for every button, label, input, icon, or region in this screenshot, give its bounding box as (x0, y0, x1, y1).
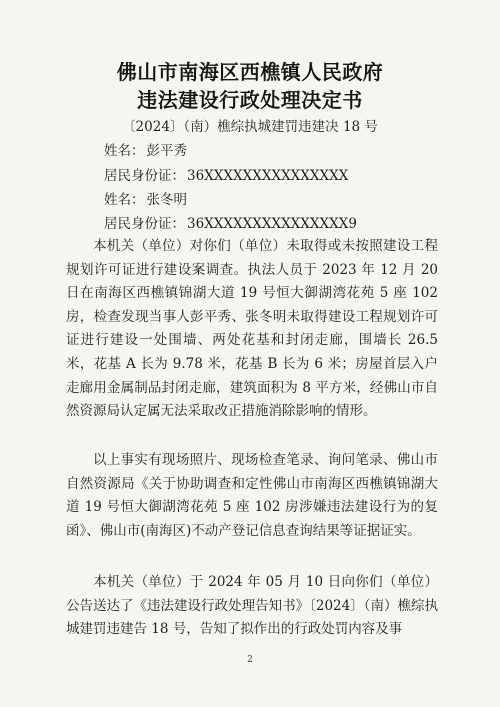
page-number: 2 (247, 655, 253, 665)
document-title (0, 58, 500, 114)
party-id-row (104, 215, 357, 233)
body-paragraph-evidence (66, 449, 438, 543)
paragraph-text: 以上事实有现场照片、现场检查笔录、询问笔录、佛山市自然资源局《关于协助调查和定性佛山市南海区西樵镇锦湖大道 19 号恒大御湖湾花苑 5 座 102 房涉嫌违法建设行为的复函》、佛山市(南海区)不动产登记信息查询结果等证据证实。 (66, 452, 438, 539)
party-name-row (104, 191, 187, 209)
title-line-1: 佛山市南海区西樵镇人民政府 (116, 60, 384, 84)
field-label: 姓名： (104, 143, 145, 159)
field-value: 36XXXXXXXXXXXXXXX9 (187, 216, 357, 232)
field-label: 居民身份证： (104, 168, 185, 184)
title-line-2: 违法建设行政处理决定书 (137, 88, 363, 112)
paragraph-text: 本机关（单位）于 2024 年 05 月 10 日向你们（单位）公告送达了《违法建设行政处理告知书》〔2024〕（南）樵综执城建罚违建告 18 号，告知了拟作出的行政处罚内容及事 (66, 574, 438, 638)
field-label: 居民身份证： (104, 216, 185, 232)
field-label: 姓名： (104, 192, 145, 208)
body-paragraph-investigation (66, 235, 438, 424)
field-value: 张冬明 (146, 192, 187, 208)
body-paragraph-notice (66, 571, 438, 642)
paragraph-text: 本机关（单位）对你们（单位）未取得或未按照建设工程规划许可证进行建设案调查。执法人员于 2023 年 12 月 20 日在南海区西樵镇锦湖大道 19 号恒大御湖湾花苑 5 座 102 房，检查发现当事人彭平秀、张冬明未取得建设工程规划许可证进行建设一处围墙、两处花基和封闭走廊，围墙长 26.5 米，花基 A 长为 9.78 米，花基 B 长为 6 米；房屋首层入户走廊用金属制品封闭走廊，建筑面积为 8 平方米，经佛山市自然资源局认定属无法采取改正措施消除影响的情形。 (66, 238, 438, 420)
party-id-row (104, 167, 348, 185)
party-name-row (104, 142, 187, 160)
document-number: 〔2024〕（南）樵综执城建罚违建决 18 号 (122, 119, 378, 135)
field-value: 36XXXXXXXXXXXXXXX (187, 168, 349, 184)
field-value: 彭平秀 (146, 143, 187, 159)
